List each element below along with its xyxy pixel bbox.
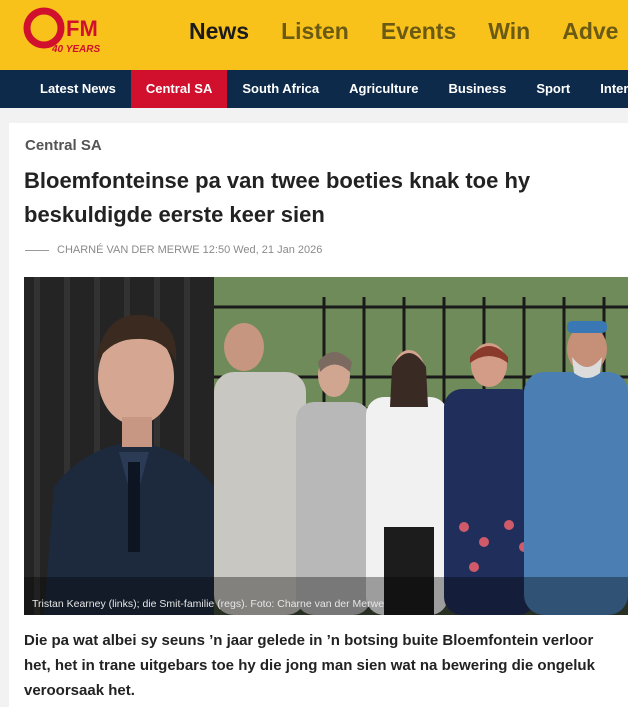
top-header [0, 0, 628, 70]
main-nav [189, 18, 628, 45]
nav-events[interactable]: Events [380, 18, 457, 44]
photo-image [24, 277, 628, 615]
subnav-international[interactable]: Inter [600, 81, 628, 96]
article-byline [25, 244, 322, 256]
subnav-latest-news[interactable]: Latest News [40, 81, 116, 96]
section-nav [0, 70, 628, 108]
svg-text:FM: FM [66, 16, 98, 41]
ofm-logo[interactable] [22, 2, 140, 62]
nav-news[interactable]: News [189, 18, 250, 44]
subnav-sport[interactable]: Sport [536, 81, 571, 96]
subnav-south-africa[interactable]: South Africa [242, 81, 320, 96]
photo-caption: Tristan Kearney (links); die Smit-familie (regs). Foto: Charne van der Merwe [32, 598, 385, 610]
byline-rule [25, 250, 49, 251]
article-headline: Bloemfonteinse pa van twee boeties knak toe hy beskuldigde eerste keer sien [24, 168, 531, 227]
svg-text:40 YEARS: 40 YEARS [52, 44, 101, 55]
nav-listen[interactable]: Listen [281, 18, 349, 44]
subnav-central-sa[interactable]: Central SA [131, 70, 227, 108]
nav-advertise[interactable]: Adve [562, 18, 619, 44]
article-category[interactable]: Central SA [25, 137, 102, 154]
article-lead: Die pa wat albei sy seuns ’n jaar gelede in ’n botsing buite Bloemfontein verloor het, het in trane uitgebars toe hy die jong man sien wat na bewering die ongeluk veroorsaak het. [24, 632, 595, 699]
subnav-business[interactable]: Business [448, 81, 507, 96]
subnav-agriculture[interactable]: Agriculture [349, 81, 419, 96]
nav-win[interactable]: Win [488, 18, 531, 44]
byline-text: CHARNÉ VAN DER MERWE 12:50 Wed, 21 Jan 2026 [57, 244, 323, 256]
article-photo[interactable] [24, 277, 628, 615]
article-card [9, 123, 628, 707]
